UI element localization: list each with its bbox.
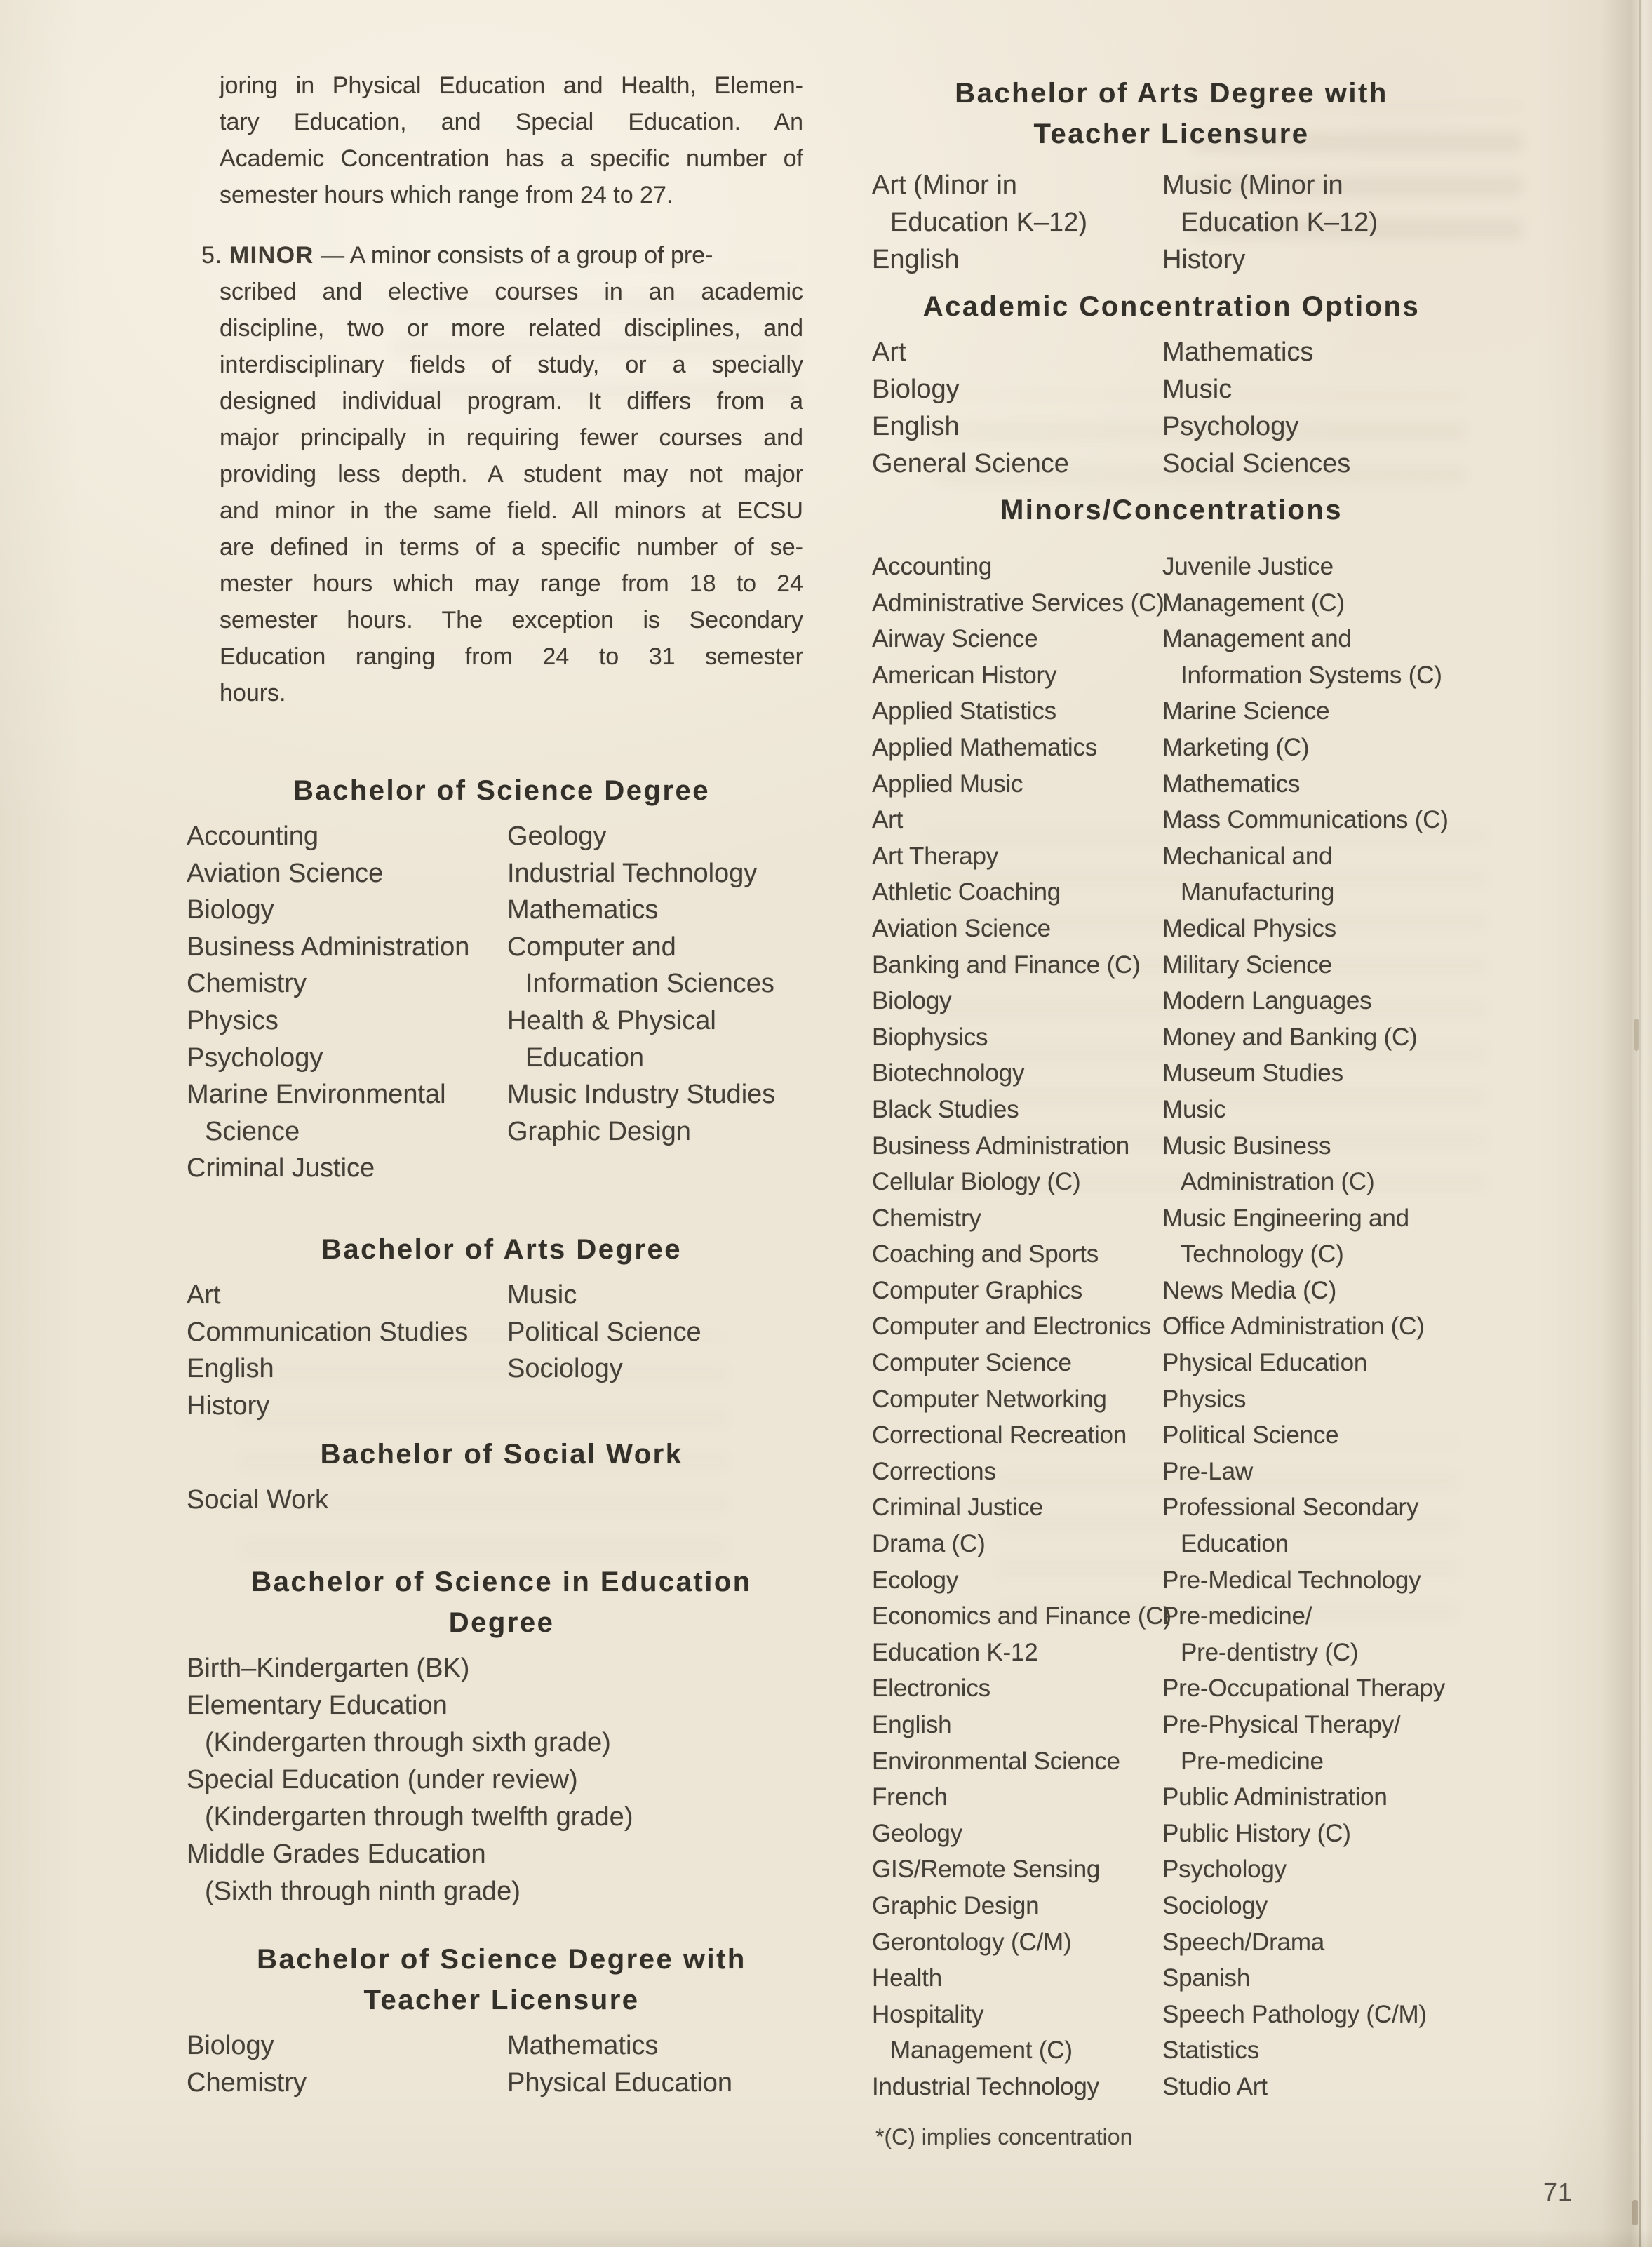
degree-list-item: English <box>872 245 960 274</box>
paragraph-line: semester hours. The exception is Secondary <box>220 607 803 633</box>
minor-list-item: Airway Science <box>872 625 1038 653</box>
degree-list-item: Marine Environmental <box>187 1080 446 1110</box>
degree-list-item: Art (Minor in <box>872 170 1017 200</box>
minor-list-item: Ecology <box>872 1566 959 1594</box>
minor-list-item: Studio Art <box>1162 2072 1268 2100</box>
page-edge-line <box>1639 0 1641 2247</box>
minor-list-item: French <box>872 1783 948 1811</box>
minor-list-item: Accounting <box>872 553 993 580</box>
minor-list-item: Education K-12 <box>872 1638 1038 1666</box>
minor-list-item: Administration (C) <box>1181 1168 1375 1196</box>
minor-list-item: Mechanical and <box>1162 842 1333 870</box>
degree-list-item: Geology <box>507 821 607 851</box>
minor-list-item: Information Systems (C) <box>1181 661 1442 689</box>
minor-list-item: Art <box>872 806 904 834</box>
minor-list-item: Pre-medicine/ <box>1162 1602 1312 1630</box>
page-edge-shadow <box>1601 0 1652 2247</box>
section-title-bsw: Bachelor of Social Work <box>320 1439 683 1470</box>
minor-list-item: Graphic Design <box>872 1891 1040 1919</box>
degree-list-item: Sociology <box>507 1354 623 1384</box>
paragraph-line: discipline, two or more related disciplines, and <box>220 315 803 342</box>
ba-degree-col-a <box>187 1277 502 1424</box>
minor-list-item: Drama (C) <box>872 1530 986 1558</box>
degree-list-item: Political Science <box>507 1317 701 1347</box>
paragraph-line: designed individual program. It differs from a <box>220 388 803 415</box>
section-title-bs-teacher-line2: Teacher Licensure <box>363 1985 640 2015</box>
minor-list-item: Corrections <box>872 1457 996 1485</box>
bs-teacher-col-b <box>507 2027 837 2102</box>
paragraph-line: Education ranging from 24 to 31 semester <box>220 643 803 670</box>
minor-list-item: Speech Pathology (C/M) <box>1162 2000 1427 2028</box>
page-number: 71 <box>1543 2178 1573 2206</box>
degree-list-item: Social Work <box>187 1485 329 1515</box>
degree-list-item: Physics <box>187 1005 278 1035</box>
degree-list-item: Music <box>1162 375 1233 404</box>
degree-list-item: Birth–Kindergarten (BK) <box>187 1654 470 1683</box>
degree-list-item: History <box>1162 245 1246 274</box>
minor-list-item: Military Science <box>1162 951 1332 979</box>
paragraph-line: mester hours which may range from 18 to 24 <box>220 570 803 597</box>
degree-list-item: Chemistry <box>187 969 307 999</box>
minor-list-item: Industrial Technology <box>872 2072 1099 2100</box>
paragraph-line <box>201 237 803 274</box>
minor-list-item: Administrative Services (C) <box>872 589 1164 617</box>
minor-list-item: Public History (C) <box>1162 1819 1351 1847</box>
minor-list-item: Applied Mathematics <box>872 733 1098 761</box>
minor-list-item: Mass Communications (C) <box>1162 806 1449 834</box>
minor-list-item: Athletic Coaching <box>872 878 1061 906</box>
degree-list-item: Criminal Justice <box>187 1153 375 1183</box>
degree-list-item: Biology <box>187 895 274 925</box>
minor-list-item: Music Engineering and <box>1162 1204 1409 1232</box>
degree-list-item: Biology <box>872 375 960 404</box>
minor-list-item: Music Business <box>1162 1132 1331 1160</box>
degree-list-item: Graphic Design <box>507 1116 691 1146</box>
minor-list-item: Technology (C) <box>1181 1240 1344 1268</box>
minors-col-a <box>872 549 1171 2105</box>
minor-list-item: Museum Studies <box>1162 1059 1343 1087</box>
minor-list-item: Criminal Justice <box>872 1494 1043 1522</box>
minor-list-item: Business Administration <box>872 1132 1129 1160</box>
paragraph-line: semester hours which range from 24 to 27. <box>220 182 673 208</box>
section-title-bs-degree: Bachelor of Science Degree <box>293 775 711 806</box>
degree-list-item: Education <box>525 1042 645 1073</box>
minor-list-item: Computer and Electronics <box>872 1313 1151 1341</box>
section-title-bsed-line2: Degree <box>448 1607 555 1638</box>
minor-list-item: Public Administration <box>1162 1783 1388 1811</box>
minor-list-item: Pre-medicine <box>1181 1747 1324 1775</box>
minor-list-item: Pre-Physical Therapy/ <box>1162 1711 1401 1738</box>
degree-list-item: Communication Studies <box>187 1317 469 1347</box>
ba-teacher-col-a <box>872 167 1153 279</box>
degree-list-item: Art <box>872 337 906 367</box>
minor-list-item: Geology <box>872 1819 962 1847</box>
minor-definition-body <box>201 274 803 711</box>
minor-list-item: Biophysics <box>872 1023 988 1051</box>
minor-list-item: Health <box>872 1964 942 1992</box>
minor-list-item: Statistics <box>1162 2037 1260 2065</box>
degree-list-item: Social Sciences <box>1162 449 1351 478</box>
minor-list-item: Computer Graphics <box>872 1276 1083 1304</box>
paragraph-line: major principally in requiring fewer courses and <box>220 424 803 451</box>
section-title-ba-teacher-line2: Teacher Licensure <box>1033 119 1310 149</box>
degree-list-item: Mathematics <box>507 2031 659 2060</box>
bs-teacher-col-a <box>187 2027 502 2102</box>
minors-col-b <box>1162 549 1541 2105</box>
minor-list-item: Physics <box>1162 1385 1247 1413</box>
degree-list-item: Education K–12) <box>890 208 1087 237</box>
degree-list-item: Business Administration <box>187 932 470 962</box>
minor-list-item: Speech/Drama <box>1162 1928 1325 1956</box>
minor-list-item: Spanish <box>1162 1964 1251 1992</box>
aco-col-b <box>1162 334 1527 483</box>
degree-list-item: (Kindergarten through twelfth grade) <box>205 1802 633 1832</box>
minor-list-item: Pre-Occupational Therapy <box>1162 1675 1446 1703</box>
section-title-ba-degree: Bachelor of Arts Degree <box>321 1234 682 1265</box>
bs-degree-col-b <box>507 818 837 1150</box>
minor-list-item: Marine Science <box>1162 697 1330 725</box>
degree-list-item: Special Education (under review) <box>187 1765 578 1795</box>
minor-list-item: Music <box>1162 1095 1226 1123</box>
minor-list-item: Coaching and Sports <box>872 1240 1099 1268</box>
degree-list-item: Music <box>507 1280 577 1310</box>
minor-list-item: Manufacturing <box>1181 878 1335 906</box>
paragraph-line: scribed and elective courses in an academic <box>220 279 803 305</box>
degree-list-item: Mathematics <box>507 895 659 925</box>
scan-mark <box>1634 1019 1639 1051</box>
minor-list-item: Psychology <box>1162 1856 1287 1884</box>
paragraph-line: providing less depth. A student may not major <box>220 461 803 488</box>
page-bottom-shadow <box>0 2229 1652 2247</box>
minor-list-item: Marketing (C) <box>1162 733 1310 761</box>
degree-list-item: English <box>187 1354 274 1384</box>
minor-list-item: Aviation Science <box>872 914 1051 942</box>
minor-list-item: Medical Physics <box>1162 914 1336 942</box>
degree-list-item: Aviation Science <box>187 858 384 888</box>
minor-list-item: Biotechnology <box>872 1059 1025 1087</box>
minor-list-item: GIS/Remote Sensing <box>872 1856 1101 1884</box>
minor-list-item: English <box>872 1711 952 1738</box>
bsw-list <box>187 1482 607 1519</box>
degree-list-item: Music (Minor in <box>1162 170 1343 200</box>
minor-list-item: Professional Secondary <box>1162 1494 1419 1522</box>
minor-definition-item <box>201 237 803 274</box>
minor-list-item: Pre-dentistry (C) <box>1181 1638 1359 1666</box>
minor-list-item: Black Studies <box>872 1095 1019 1123</box>
paragraph-line: Academic Concentration has a specific number of <box>220 145 803 172</box>
minor-list-item: Applied Music <box>872 770 1023 798</box>
degree-list-item: Industrial Technology <box>507 858 758 888</box>
minor-list-item: News Media (C) <box>1162 1276 1337 1304</box>
section-title-bs-teacher-line1: Bachelor of Science Degree with <box>257 1944 746 1975</box>
intro-paragraph <box>220 67 803 213</box>
minor-list-item: Computer Science <box>872 1349 1072 1377</box>
degree-list-item: (Kindergarten through sixth grade) <box>205 1728 611 1757</box>
minor-list-item: Applied Statistics <box>872 697 1056 725</box>
minor-list-item: Economics and Finance (C) <box>872 1602 1171 1630</box>
minor-list-item: Electronics <box>872 1675 990 1703</box>
paragraph-line: joring in Physical Education and Health, Elemen- <box>220 72 803 99</box>
degree-list-item: Mathematics <box>1162 337 1314 367</box>
minor-list-item: Art Therapy <box>872 842 999 870</box>
scan-mark <box>1632 2200 1638 2225</box>
minor-list-item: Banking and Finance (C) <box>872 951 1141 979</box>
concentration-footnote: *(C) implies concentration <box>875 2124 1133 2149</box>
list-number: 5. <box>201 242 223 269</box>
minor-list-item: Modern Languages <box>1162 987 1372 1015</box>
degree-list-item: Computer and <box>507 932 676 962</box>
minor-list-item: Cellular Biology (C) <box>872 1168 1081 1196</box>
section-title-minors: Minors/Concentrations <box>1000 495 1343 525</box>
minor-list-item: Biology <box>872 987 952 1015</box>
minor-list-item: Pre-Medical Technology <box>1162 1566 1421 1594</box>
minor-list-item: Office Administration (C) <box>1162 1313 1425 1341</box>
bsed-list <box>187 1650 818 1910</box>
minor-keyword: MINOR <box>229 242 314 269</box>
degree-list-item: Information Sciences <box>525 969 774 999</box>
minor-list-item: Juvenile Justice <box>1162 553 1334 580</box>
degree-list-item: Science <box>205 1116 300 1146</box>
minor-list-item: Mathematics <box>1162 770 1301 798</box>
section-title-ba-teacher-line1: Bachelor of Arts Degree with <box>955 78 1388 109</box>
minor-list-item: Gerontology (C/M) <box>872 1928 1072 1956</box>
degree-list-item: History <box>187 1390 270 1421</box>
degree-list-item: Chemistry <box>187 2068 307 2098</box>
minor-list-item: Money and Banking (C) <box>1162 1023 1418 1051</box>
minor-list-item: Management and <box>1162 625 1352 653</box>
degree-list-item: (Sixth through ninth grade) <box>205 1877 521 1906</box>
section-title-bsed-line1: Bachelor of Science in Education <box>251 1567 752 1597</box>
paragraph-line: and minor in the same field. All minors at ECSU <box>220 497 803 524</box>
degree-list-item: Accounting <box>187 821 319 851</box>
degree-list-item: English <box>872 412 960 441</box>
ba-teacher-col-b <box>1162 167 1527 279</box>
paragraph-line: are defined in terms of a specific number of se- <box>220 534 803 561</box>
degree-list-item: General Science <box>872 449 1069 478</box>
degree-list-item: Physical Education <box>507 2068 733 2098</box>
degree-list-item: Psychology <box>1162 412 1299 441</box>
minor-list-item: Management (C) <box>890 2037 1073 2065</box>
section-title-aco: Academic Concentration Options <box>922 291 1421 322</box>
minor-list-item: Pre-Law <box>1162 1457 1253 1485</box>
paragraph-line: tary Education, and Special Education. An <box>220 109 803 135</box>
degree-list-item: Health & Physical <box>507 1005 716 1035</box>
degree-list-item: Biology <box>187 2031 274 2060</box>
bs-degree-col-a <box>187 818 502 1187</box>
minor-list-item: American History <box>872 661 1057 689</box>
degree-list-item: Middle Grades Education <box>187 1839 486 1869</box>
degree-list-item: Psychology <box>187 1042 323 1073</box>
degree-list-item: Music Industry Studies <box>507 1080 776 1110</box>
minor-list-item: Sociology <box>1162 1891 1268 1919</box>
minor-list-item: Computer Networking <box>872 1385 1107 1413</box>
minor-list-item: Education <box>1181 1530 1289 1558</box>
degree-list-item: Art <box>187 1280 221 1310</box>
aco-col-a <box>872 334 1153 483</box>
degree-list-item: Education K–12) <box>1181 208 1378 237</box>
paragraph-line: interdisciplinary fields of study, or a specially <box>220 351 803 378</box>
minor-list-item: Management (C) <box>1162 589 1345 617</box>
minor-list-item: Environmental Science <box>872 1747 1120 1775</box>
paragraph-line: hours. <box>220 680 286 706</box>
minor-list-item: Political Science <box>1162 1421 1339 1449</box>
degree-list-item: Elementary Education <box>187 1691 448 1720</box>
minor-list-item: Physical Education <box>1162 1349 1368 1377</box>
minor-list-item: Correctional Recreation <box>872 1421 1127 1449</box>
paragraph-text: — A minor consists of a group of pre- <box>321 242 713 269</box>
minor-list-item: Chemistry <box>872 1204 981 1232</box>
ba-degree-col-b <box>507 1277 837 1388</box>
minor-list-item: Hospitality <box>872 2000 984 2028</box>
